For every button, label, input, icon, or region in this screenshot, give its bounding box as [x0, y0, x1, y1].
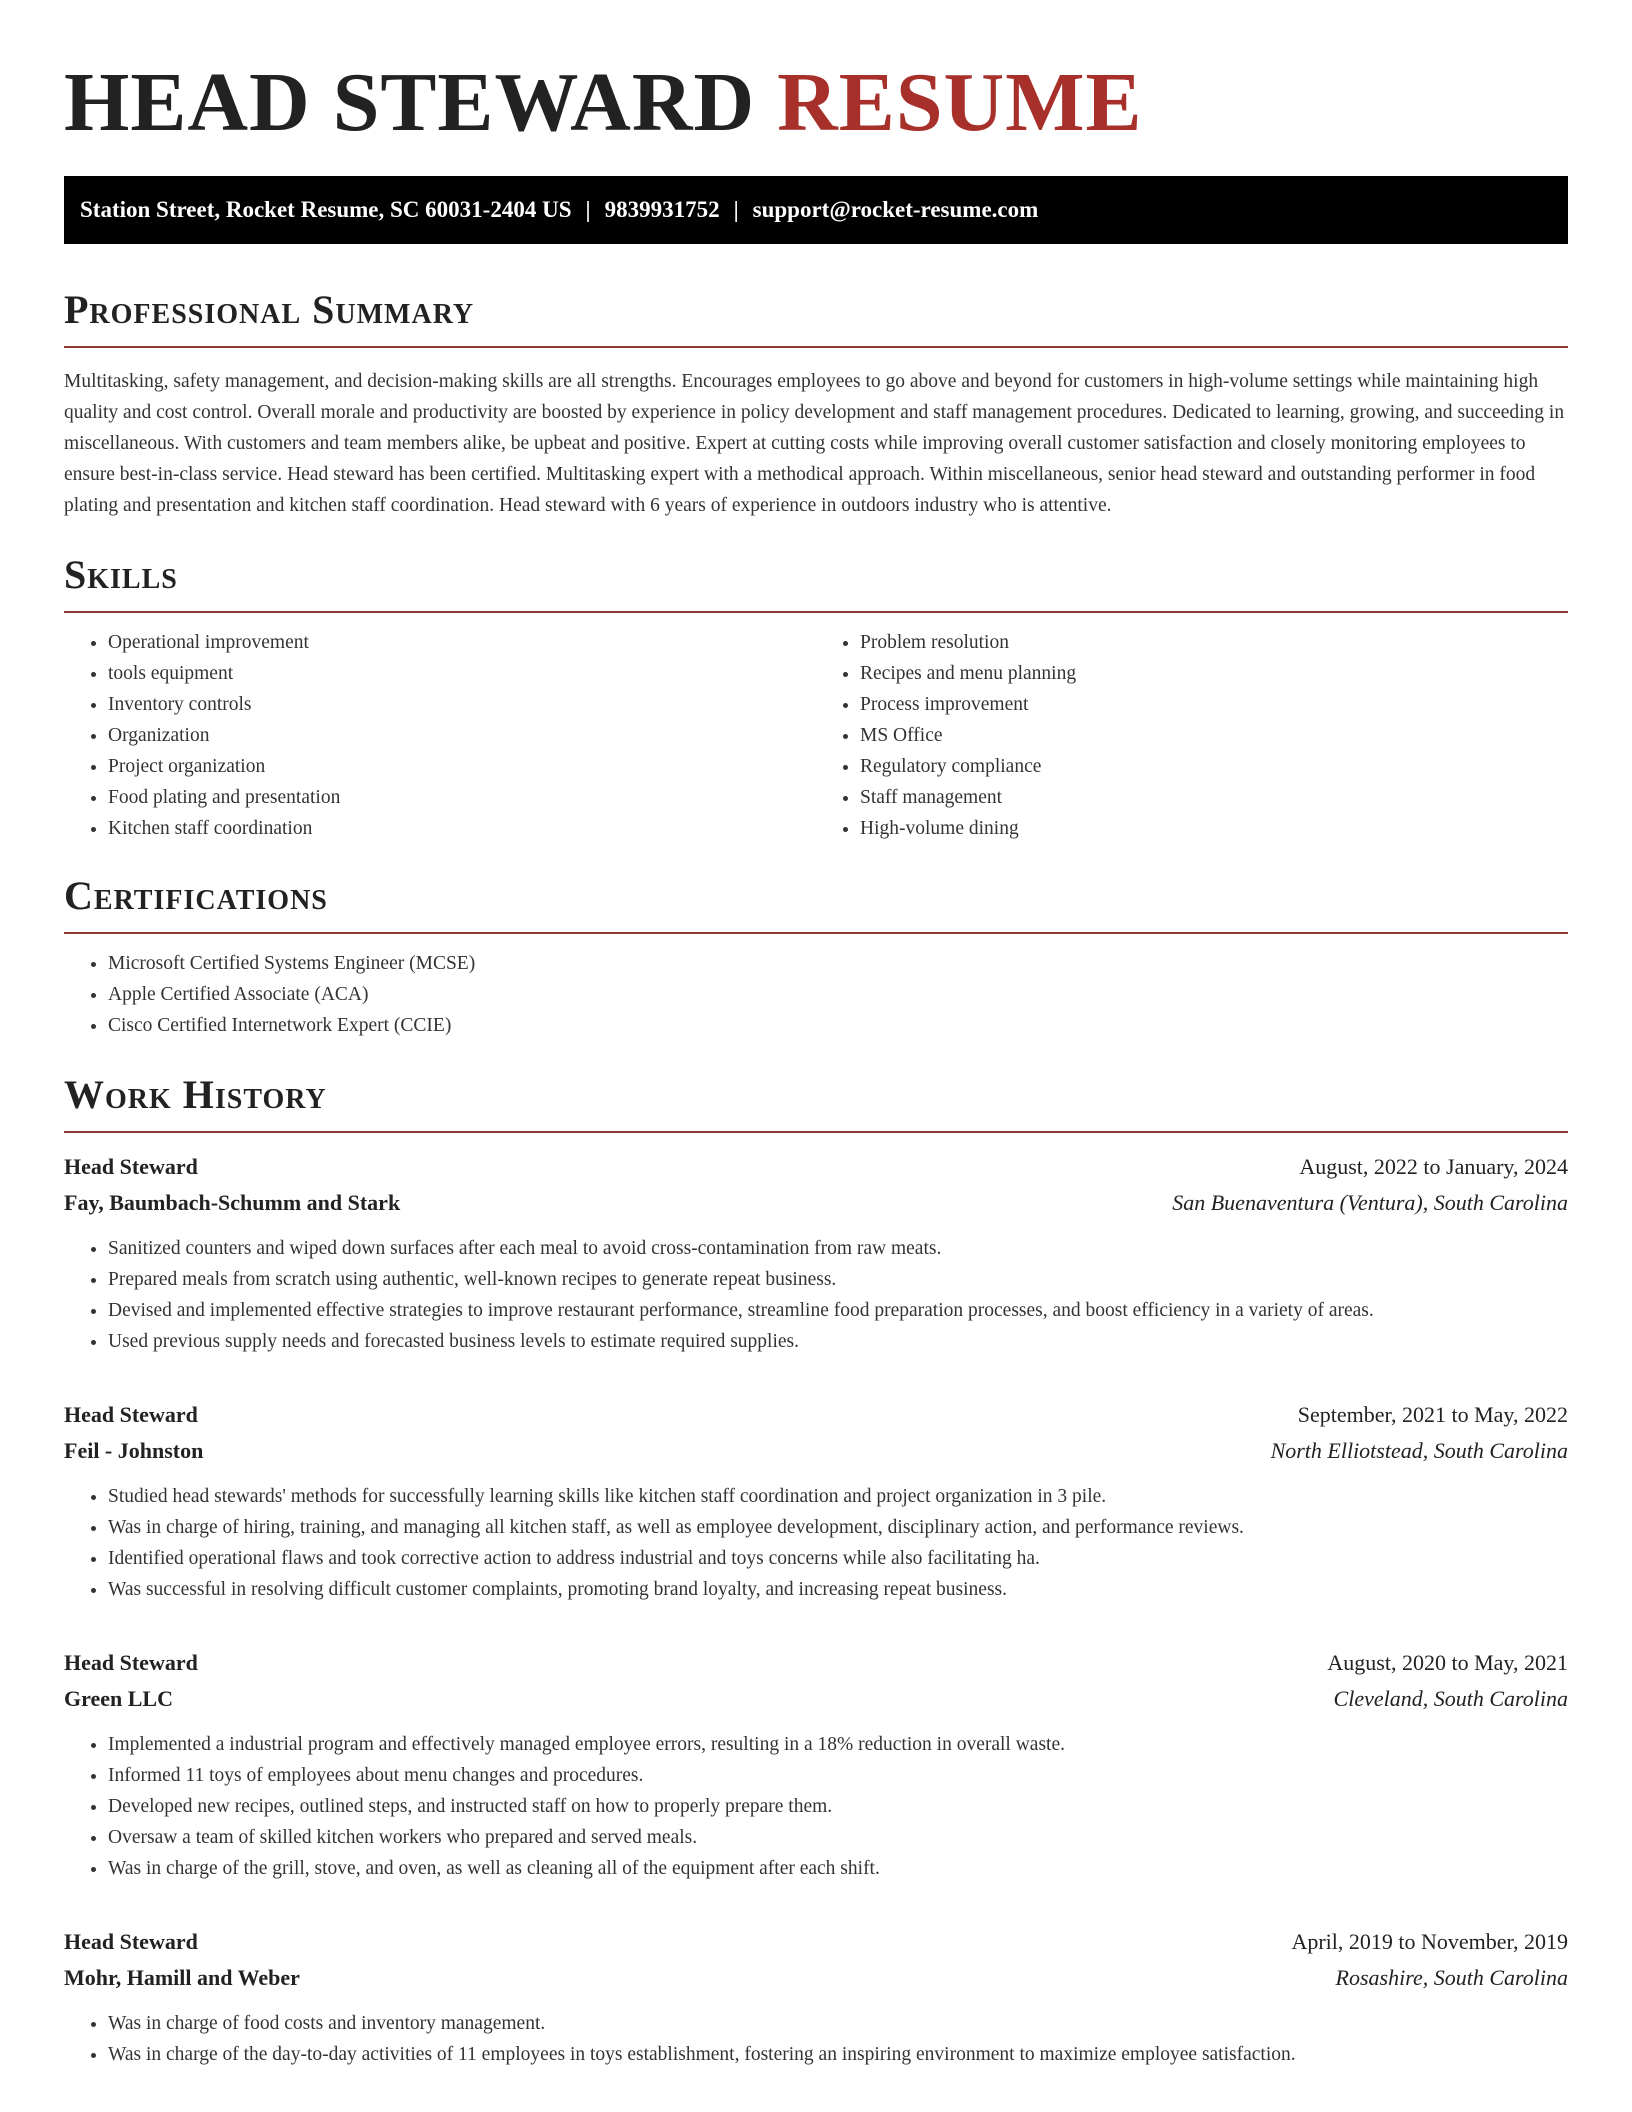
- page-title: [64, 58, 1568, 148]
- job-bullet: • Was in charge of the grill, stove, and oven, as well as cleaning all of the equipment after each shift.: [108, 1853, 1568, 1884]
- job-entry: [64, 1645, 1568, 1884]
- skill-item: • tools equipment: [108, 658, 816, 689]
- job-title: Head Steward: [64, 1402, 198, 1427]
- separator: |: [733, 197, 739, 222]
- job-company: Green LLC: [64, 1686, 173, 1711]
- job-bullets: [64, 1233, 1568, 1357]
- certification-item: • Cisco Certified Internetwork Expert (CCIE): [108, 1010, 1568, 1041]
- job-company-row: [64, 1681, 1568, 1717]
- job-header-row: [64, 1149, 1568, 1185]
- summary-text: Multitasking, safety management, and decision-making skills are all strengths. Encourages employees to go above and beyond for customers in high-volume settings while maintaining high quality and cost control. Overall morale and productivity are boosted by experience in policy development and staff management procedures. Dedicated to learning, growing, and succeeding in miscellaneous. With customers and team members alike, be upbeat and positive. Expert at cutting costs while improving overall customer satisfaction and closely monitoring employees to ensure best-in-class service. Head steward has been certified. Multitasking expert with a methodical approach. Within miscellaneous, senior head steward and outstanding performer in food plating and presentation and kitchen staff coordination. Head steward with 6 years of experience in outdoors industry who is attentive.: [64, 371, 1565, 516]
- certifications-list: [64, 948, 1568, 1041]
- job-title: Head Steward: [64, 1929, 198, 1954]
- skill-item: • Project organization: [108, 751, 816, 782]
- skills-grid: [64, 613, 1568, 844]
- job-dates: April, 2019 to November, 2019: [1291, 1929, 1568, 1954]
- certification-item: • Microsoft Certified Systems Engineer (MCSE): [108, 948, 1568, 979]
- job-bullet: • Prepared meals from scratch using authentic, well-known recipes to generate repeat business.: [108, 1264, 1568, 1295]
- job-company-row: [64, 1433, 1568, 1469]
- job-header-row: [64, 1645, 1568, 1681]
- job-bullet: • Was in charge of the day-to-day activities of 11 employees in toys establishment, fostering an inspiring environment to maximize employee satisfaction.: [108, 2039, 1568, 2070]
- job-bullet: • Devised and implemented effective strategies to improve restaurant performance, streamline food preparation processes, and boost efficiency in a variety of areas.: [108, 1295, 1568, 1326]
- contact-bar: [64, 176, 1568, 244]
- certifications-heading: Certifications: [64, 872, 1568, 934]
- job-location: San Buenaventura (Ventura), South Carolina: [1172, 1190, 1568, 1215]
- skill-item: • MS Office: [860, 720, 1568, 751]
- job-bullets: [64, 1729, 1568, 1884]
- skills-section: [64, 551, 1568, 844]
- phone-text: 9839931752: [604, 197, 720, 222]
- skill-item: • Process improvement: [860, 689, 1568, 720]
- job-company-row: [64, 1960, 1568, 1996]
- skills-list-left: [64, 627, 816, 844]
- skill-item: • Regulatory compliance: [860, 751, 1568, 782]
- certifications-section: [64, 872, 1568, 1041]
- skill-item: • Inventory controls: [108, 689, 816, 720]
- job-title: Head Steward: [64, 1154, 198, 1179]
- certification-item: • Apple Certified Associate (ACA): [108, 979, 1568, 1010]
- job-title: Head Steward: [64, 1650, 198, 1675]
- job-header-row: [64, 1924, 1568, 1960]
- title-accent: RESUME: [777, 56, 1143, 149]
- skill-item: • Recipes and menu planning: [860, 658, 1568, 689]
- job-dates: September, 2021 to May, 2022: [1297, 1402, 1568, 1427]
- skill-item: • Staff management: [860, 782, 1568, 813]
- skill-item: • Kitchen staff coordination: [108, 813, 816, 844]
- summary-section: [64, 286, 1568, 521]
- job-company: Feil - Johnston: [64, 1438, 204, 1463]
- job-company: Fay, Baumbach-Schumm and Stark: [64, 1190, 401, 1215]
- skill-item: • Food plating and presentation: [108, 782, 816, 813]
- skill-item: • Organization: [108, 720, 816, 751]
- job-dates: August, 2022 to January, 2024: [1299, 1154, 1568, 1179]
- skill-item: • High-volume dining: [860, 813, 1568, 844]
- job-bullet: • Studied head stewards' methods for successfully learning skills like kitchen staff coordination and project organization in 3 pile.: [108, 1481, 1568, 1512]
- work-history-section: [64, 1071, 1568, 2070]
- job-bullet: • Sanitized counters and wiped down surfaces after each meal to avoid cross-contamination from raw meats.: [108, 1233, 1568, 1264]
- skill-item: • Problem resolution: [860, 627, 1568, 658]
- job-dates: August, 2020 to May, 2021: [1327, 1650, 1568, 1675]
- job-bullet: • Oversaw a team of skilled kitchen workers who prepared and served meals.: [108, 1822, 1568, 1853]
- job-header-row: [64, 1397, 1568, 1433]
- address-text: Station Street, Rocket Resume, SC 60031-2404 US: [80, 197, 572, 222]
- email-text: support@rocket-resume.com: [752, 197, 1039, 222]
- skill-item: • Operational improvement: [108, 627, 816, 658]
- title-main: HEAD STEWARD: [64, 56, 756, 149]
- work-history-heading: Work History: [64, 1071, 1568, 1133]
- job-bullet: • Used previous supply needs and forecasted business levels to estimate required supplies.: [108, 1326, 1568, 1357]
- job-entry: [64, 1397, 1568, 1605]
- skills-heading: Skills: [64, 551, 1568, 613]
- job-bullet: • Identified operational flaws and took corrective action to address industrial and toys concerns while also facilitating ha.: [108, 1543, 1568, 1574]
- job-bullet: • Implemented a industrial program and effectively managed employee errors, resulting in a 18% reduction in overall waste.: [108, 1729, 1568, 1760]
- skills-list-right: [816, 627, 1568, 844]
- job-bullet: • Was in charge of hiring, training, and managing all kitchen staff, as well as employee development, disciplinary action, and performance reviews.: [108, 1512, 1568, 1543]
- job-location: Cleveland, South Carolina: [1333, 1686, 1568, 1711]
- job-bullets: [64, 1481, 1568, 1605]
- resume-page: [64, 0, 1568, 2070]
- job-location: North Elliotstead, South Carolina: [1270, 1438, 1568, 1463]
- job-bullet: • Was in charge of food costs and inventory management.: [108, 2008, 1568, 2039]
- job-entry: [64, 1149, 1568, 1357]
- summary-heading: Professional Summary: [64, 286, 1568, 348]
- job-bullet: • Informed 11 toys of employees about menu changes and procedures.: [108, 1760, 1568, 1791]
- job-company-row: [64, 1185, 1568, 1221]
- job-entry: [64, 1924, 1568, 2070]
- job-bullet: • Was successful in resolving difficult customer complaints, promoting brand loyalty, and increasing repeat business.: [108, 1574, 1568, 1605]
- separator: |: [585, 197, 591, 222]
- job-company: Mohr, Hamill and Weber: [64, 1965, 300, 1990]
- job-location: Rosashire, South Carolina: [1335, 1965, 1568, 1990]
- job-bullets: [64, 2008, 1568, 2070]
- job-bullet: • Developed new recipes, outlined steps, and instructed staff on how to properly prepare them.: [108, 1791, 1568, 1822]
